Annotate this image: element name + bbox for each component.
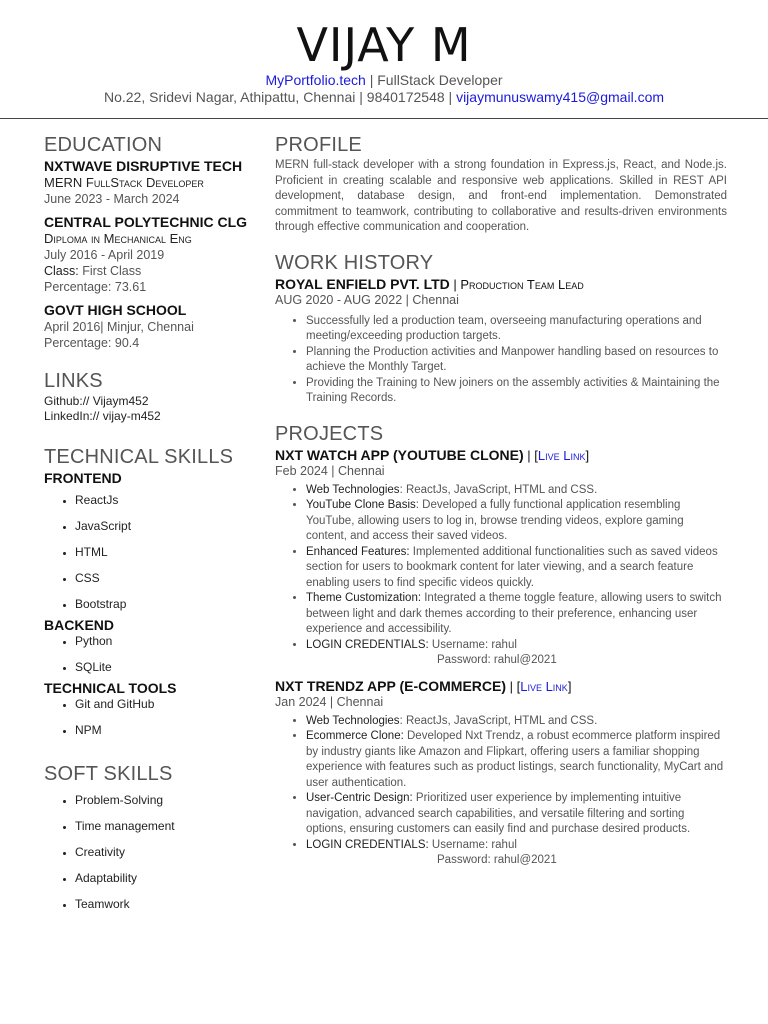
job-meta: AUG 2020 - AUG 2022 | Chennai — [275, 292, 459, 307]
github-link[interactable]: Github:// Vijaym452 — [44, 394, 149, 408]
edu-title: GOVT HIGH SCHOOL — [44, 302, 187, 318]
bullet-text: Integrated a theme toggle feature, allowing users to switch between light and dark themes according to their preference, enhancing user experience and accessibility. — [306, 592, 722, 635]
project-meta: Jan 2024 | Chennai — [275, 694, 384, 709]
candidate-name: VIJAY M — [296, 18, 472, 72]
bullet-text: : ReactJs, JavaScript, HTML and CSS. — [399, 483, 598, 496]
company-name: ROYAL ENFIELD PVT. LTD — [275, 275, 450, 292]
live-link[interactable]: Live Link — [537, 447, 586, 463]
login-password: Password: rahul@2021 — [437, 654, 557, 666]
edu-dates: June 2023 - March 2024 — [44, 192, 180, 206]
header-separator: | — [365, 72, 378, 88]
profile-text: MERN full-stack developer with a strong foundation in Express.js, React, and Node.js. Proficient in creating scalable and responsive web applications. Skilled in REST API development, database design, and front-end implementation. Demonstrated commitment to teamwork, contributing to collaborative and results-driven environments through effective communication and cooperation. — [275, 159, 727, 233]
tech-skills-heading: TECHNICAL SKILLS — [44, 446, 234, 468]
job-bullets — [275, 314, 727, 407]
edu-dates: April 2016| Minjur, Chennai — [44, 320, 194, 334]
job-role: | Production Team Lead — [449, 276, 584, 292]
list-item — [306, 483, 727, 499]
header-line-1 — [0, 72, 768, 89]
portfolio-link[interactable]: MyPortfolio.tech — [265, 72, 366, 88]
work-history-heading: WORK HISTORY — [275, 251, 434, 274]
project-sep-close: ] — [567, 678, 572, 694]
list-item: • Creativity — [75, 839, 254, 865]
bullet-label: LOGIN CREDENTIALS: — [306, 638, 429, 651]
edu-title: NXTWAVE DISRUPTIVE TECH — [44, 158, 243, 174]
project-meta: Feb 2024 | Chennai — [275, 463, 385, 478]
bullet-text: Username: rahul — [428, 838, 517, 851]
resume-header — [0, 18, 768, 106]
email-link[interactable]: vijaymunuswamy415@gmail.com — [456, 89, 665, 105]
linkedin-link[interactable]: LinkedIn:// vijay-m452 — [44, 409, 161, 423]
frontend-list — [44, 487, 254, 617]
frontend-title: FRONTEND — [44, 470, 122, 486]
list-item: • Git and GitHub — [75, 691, 254, 717]
project-bullets — [275, 714, 727, 869]
list-item: • Python — [75, 628, 254, 654]
edu-class-value: First Class — [78, 264, 142, 278]
bullet-label: Theme Customization: — [306, 592, 422, 604]
edu-sub: Diploma in Mechanical Eng — [44, 231, 192, 246]
list-item: • Teamwork — [75, 891, 254, 917]
backend-list — [44, 628, 254, 680]
bullet-label: Web Technologies — [306, 714, 400, 727]
bullet-text: Prioritized user experience by implementing intuitive navigation, advanced search capabilities, and versatile filtering and sorting options, ensuring customers can easily find and purchase desired products. — [306, 792, 691, 835]
soft-skills-list — [44, 787, 254, 917]
header-line-2 — [0, 89, 768, 106]
edu-title: CENTRAL POLYTECHNIC CLG — [44, 214, 248, 230]
list-item — [306, 498, 727, 545]
project-name: NXT TRENDZ APP (E-COMMERCE) — [275, 677, 506, 694]
edu-sub: MERN FullStack Developer — [44, 175, 204, 190]
list-item: • SQLite — [75, 654, 254, 680]
list-item: • ReactJs — [75, 487, 254, 513]
bullet-label: User-Centric Design: — [306, 792, 413, 804]
contact-address: No.22, Sridevi Nagar, Athipattu, Chennai | 9840172548 | — [103, 89, 457, 105]
tools-title: TECHNICAL TOOLS — [44, 680, 177, 696]
bullet-label: LOGIN CREDENTIALS: — [306, 838, 429, 851]
list-item: • Problem-Solving — [75, 787, 254, 813]
project-name: NXT WATCH APP (YOUTUBE CLONE) — [275, 446, 524, 463]
list-item — [306, 729, 727, 791]
list-item: • HTML — [75, 539, 254, 565]
bullet-text: Developed Nxt Trendz, a robust ecommerce platform inspired by industry giants like Amazon and Flipkart, offering users a familiar shopping experience with features such as product listings, search functionality, MyCart and user authentication. — [306, 730, 724, 789]
education-heading: EDUCATION — [44, 134, 163, 156]
list-item — [306, 714, 727, 730]
bullet-label: Web Technologies — [306, 483, 400, 496]
bullet-text: : Developed a fully functional application resembling YouTube, allowing users to log in, browse trending videos, explore gaming content, and access their saved videos. — [306, 499, 684, 542]
list-item: • Providing the Training to New joiners on the assembly activities & Maintaining the Training Records. — [306, 376, 727, 407]
bullet-label: Enhanced Features: — [306, 545, 410, 558]
list-item: • JavaScript — [75, 513, 254, 539]
list-item: • NPM — [75, 717, 254, 743]
list-item: • Time management — [75, 813, 254, 839]
list-item: • CSS — [75, 565, 254, 591]
project-sep-close: ] — [585, 447, 590, 463]
list-item: • Successfully led a production team, overseeing manufacturing operations and meeting/exceeding production targets. — [306, 314, 727, 345]
tools-list — [44, 691, 254, 743]
edu-percentage: Percentage: 90.4 — [44, 336, 140, 350]
list-item — [306, 838, 727, 869]
project-title — [275, 447, 727, 464]
project-bullets — [275, 483, 727, 669]
bullet-text: Username: rahul — [428, 638, 517, 651]
list-item — [306, 591, 727, 638]
job-title — [275, 276, 727, 293]
live-link[interactable]: Live Link — [520, 678, 568, 694]
list-item — [306, 545, 727, 592]
profile-heading: PROFILE — [275, 134, 362, 156]
project-title — [275, 678, 727, 695]
list-item: • Bootstrap — [75, 591, 254, 617]
bullet-label: YouTube Clone Basis — [306, 499, 416, 511]
edu-percentage: Percentage: 73.61 — [44, 280, 147, 294]
header-role: FullStack Developer — [377, 72, 503, 88]
projects-heading: PROJECTS — [275, 422, 384, 445]
links-heading: LINKS — [44, 370, 103, 392]
list-item: • Adaptability — [75, 865, 254, 891]
header-divider — [0, 118, 768, 119]
bullet-text: : ReactJs, JavaScript, HTML and CSS. — [399, 714, 598, 727]
soft-skills-heading: SOFT SKILLS — [44, 763, 173, 785]
edu-class — [44, 263, 254, 279]
login-password: Password: rahul@2021 — [437, 854, 557, 866]
list-item — [306, 791, 727, 838]
list-item — [306, 638, 727, 669]
project-sep: | [ — [506, 678, 521, 694]
bullet-label: Ecommerce Clone: — [306, 730, 404, 742]
edu-class-label: Class: — [44, 264, 79, 278]
backend-title: BACKEND — [44, 617, 114, 633]
list-item: • Planning the Production activities and Manpower handling based on resources to achieve the Monthly Target. — [306, 345, 727, 376]
project-sep: | [ — [523, 447, 538, 463]
right-column — [275, 132, 727, 869]
left-column — [44, 132, 254, 917]
bullet-text: Implemented additional functionalities such as saved videos section for users to bookmark content for later viewing, and a search feature enabling users to find specific videos quickly. — [306, 545, 718, 589]
edu-dates: July 2016 - April 2019 — [44, 248, 165, 262]
